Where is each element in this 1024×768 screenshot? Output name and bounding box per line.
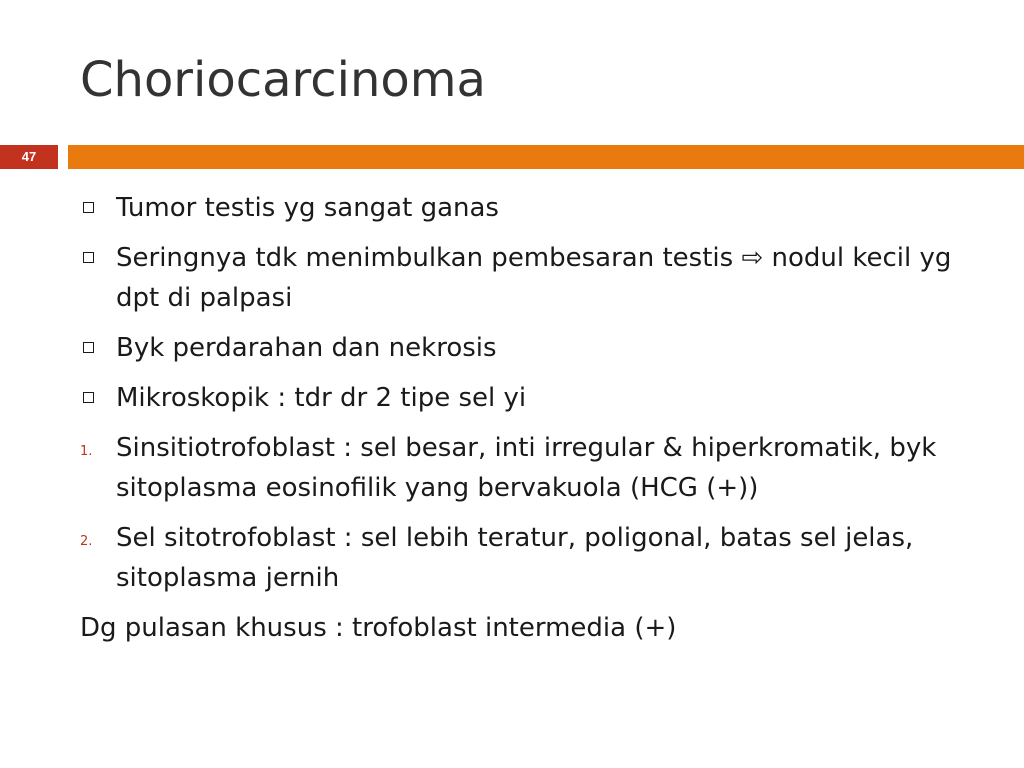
bullet-item (80, 328, 980, 368)
list-number: 2. (80, 534, 93, 549)
numbered-text: Sinsitiotrofoblast : sel besar, inti irregular & hiperkromatik, byk sitoplasma eosinofilik yang bervakuola (HCG (+)) (116, 433, 937, 503)
bullet-text: Byk perdarahan dan nekrosis (116, 333, 497, 363)
closing-line: Dg pulasan khusus : trofoblast intermedia (+) (80, 613, 677, 643)
bullet-text: Seringnya tdk menimbulkan pembesaran testis ⇨ nodul kecil yg dpt di palpasi (116, 243, 952, 313)
bullet-text: Mikroskopik : tdr dr 2 tipe sel yi (116, 383, 527, 413)
numbered-item (80, 428, 980, 508)
slide-title: Choriocarcinoma (80, 52, 486, 108)
bullet-text: Tumor testis yg sangat ganas (116, 193, 499, 223)
slide-content (80, 188, 980, 648)
square-bullet-icon (83, 202, 94, 213)
numbered-item (80, 518, 980, 598)
numbered-text: Sel sitotrofoblast : sel lebih teratur, poligonal, batas sel jelas, sitoplasma jernih (116, 523, 914, 593)
square-bullet-icon (83, 252, 94, 263)
square-bullet-icon (83, 342, 94, 353)
bullet-item (80, 378, 980, 418)
list-number: 1. (80, 444, 93, 459)
accent-bar (68, 145, 1024, 169)
bullet-item (80, 188, 980, 228)
bullet-item (80, 238, 980, 318)
slide-number-badge: 47 (0, 145, 58, 169)
square-bullet-icon (83, 392, 94, 403)
